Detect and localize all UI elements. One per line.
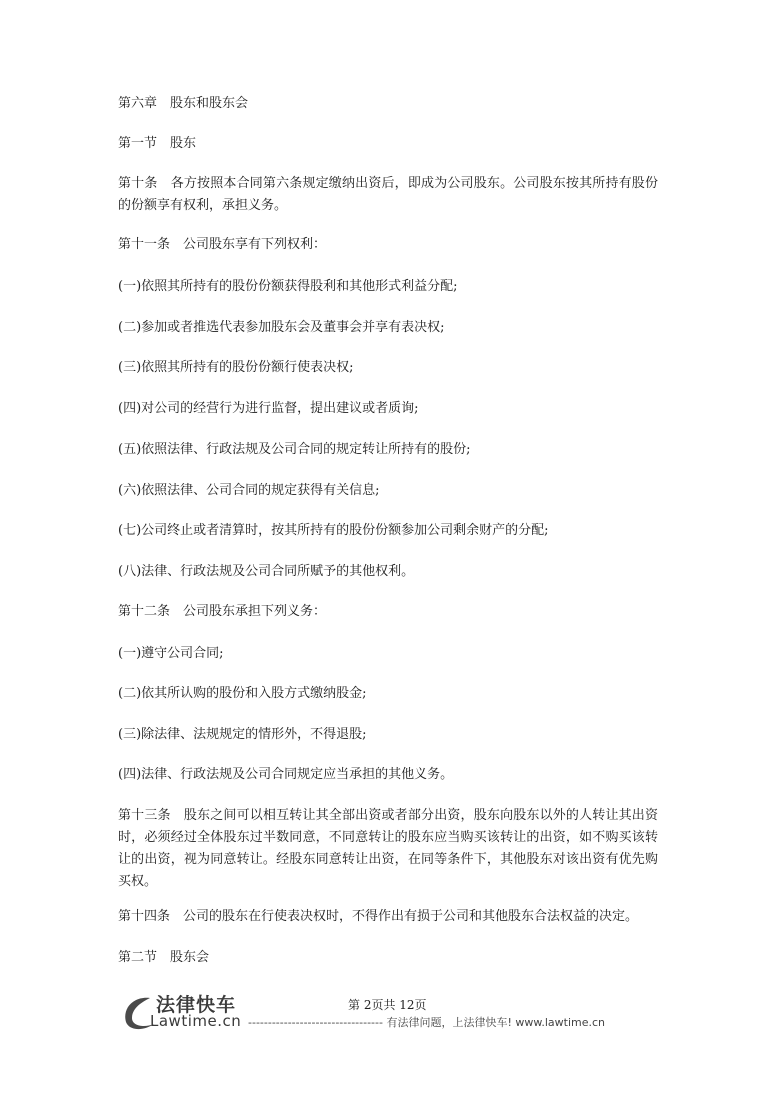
list-item: (三)除法律、法规规定的情形外，不得退股; [118,727,367,742]
section-heading: 第二节 股东会 [118,950,210,965]
list-item: (七)公司终止或者清算时，按其所持有的股份份额参加公司剩余财产的分配; [118,523,549,538]
list-item: (一)依照其所持有的股份份额获得股利和其他形式利益分配; [118,279,458,294]
logo-chinese-text: 法律快车 [156,994,237,1016]
list-item: (四)对公司的经营行为进行监督，提出建议或者质询; [118,401,419,416]
list-item: (一)遵守公司合同; [118,646,224,661]
article-paragraph: 第十二条 公司股东承担下列义务： [118,604,327,619]
article-paragraph: 第十四条 公司的股东在行使表决权时，不得作出有损于公司和其他股东合法权益的决定。 [118,909,639,924]
list-item: (八)法律、行政法规及公司合同所赋予的其他权利。 [118,564,415,579]
lawtime-logo [120,990,250,1034]
list-item: (三)依照其所持有的股份份额行使表决权; [118,360,354,375]
list-item: (二)依其所认购的股份和入股方式缴纳股金; [118,686,367,701]
logo-english-text: Lawtime.cn [150,1012,242,1030]
article-paragraph: 第十条 各方按照本合同第六条规定缴纳出资后，即成为公司股东。公司股东按其所持有股份的份额享有权利，承担义务。 [118,176,658,213]
footer-tagline: ---------------------------------- 有法律问题，上法律快车! www.lawtime.cn [248,1016,605,1029]
article-paragraph: 第十三条 股东之间可以相互转让其全部出资或者部分出资，股东向股东以外的人转让其出资时，必须经过全体股东过半数同意，不同意转让的股东应当购买该转让的出资，如不购买该转让的出资，视为同意转让。经股东同意转让出资，在同等条件下，其他股东对该出资有优先购买权。 [118,808,658,889]
list-item: (五)依照法律、行政法规及公司合同的规定转让所持有的股份; [118,442,471,457]
section-heading: 第一节 股东 [118,136,197,151]
list-item: (六)依照法律、公司合同的规定获得有关信息; [118,483,380,498]
chapter-heading: 第六章 股东和股东会 [118,96,249,111]
list-item: (二)参加或者推选代表参加股东会及董事会并享有表决权; [118,320,445,335]
list-item: (四)法律、行政法规及公司合同规定应当承担的其他义务。 [118,767,454,782]
page-number: 第 2页共 12页 [348,998,427,1012]
article-paragraph: 第十一条 公司股东享有下列权利： [118,237,327,252]
